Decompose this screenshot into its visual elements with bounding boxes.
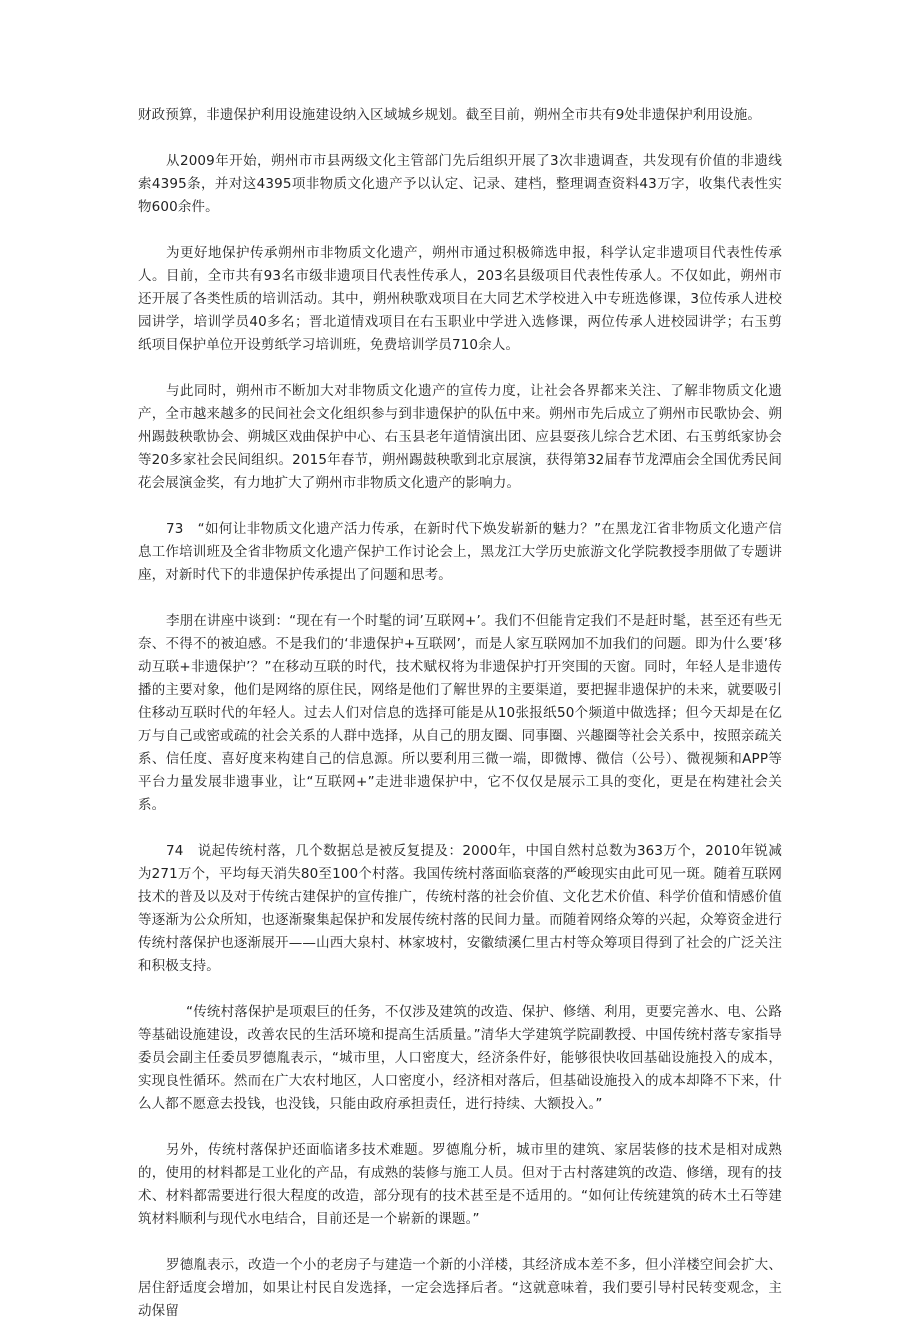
paragraph-publicity: 与此同时，朔州市不断加大对非物质文化遗产的宣传力度，让社会各界都来关注、了解非物质文化遗产，全市越来越多的民间社会文化组织参与到非遗保护的队伍中来。朔州市先后成立了朔州市民歌协会、朔州踢鼓秧歌协会、朔城区戏曲保护中心、右玉县老年道情演出团、应县耍孩儿综合艺术团、右玉剪纸家协会等20多家社会民间组织。2015年春节，朔州踢鼓秧歌到北京展演，获得第32届春节龙潭庙会全国优秀民间花会展演金奖，有力地扩大了朔州市非物质文化遗产的影响力。 (138, 383, 782, 491)
paragraph-cost-comparison: 罗德胤表示，改造一个小的老房子与建造一个新的小洋楼，其经济成本差不多，但小洋楼空间会扩大、居住舒适度会增加，如果让村民自发选择，一定会选择后者。“这就意味着，我们要引导村民转变观念，主动保留 (138, 1257, 782, 1319)
paragraph-74: 74 说起传统村落，几个数据总是被反复提及：2000年，中国自然村总数为363万个，2010年锐减为271万个，平均每天消失80至100个村落。我国传统村落面临衰落的严峻现实由此可见一斑。随着互联网技术的普及以及对于传统古建保护的宣传推广，传统村落的社会价值、文化艺术价值、科学价值和情感价值等逐渐为公众所知，也逐渐聚集起保护和发展传统村落的民间力量。而随着网络众筹的兴起，众筹资金进行传统村落保护也逐渐展开——山西大泉村、林家坡村，安徽绩溪仁里古村等众筹项目得到了社会的广泛关注和积极支持。 (138, 843, 782, 974)
paragraph-village-protection: “传统村落保护是项艰巨的任务，不仅涉及建筑的改造、保护、修缮、利用，更要完善水、电、公路等基础设施建设，改善农民的生活环境和提高生活质量。”清华大学建筑学院副教授、中国传统村落专家指导委员会副主任委员罗德胤表示，“城市里，人口密度大，经济条件好，能够很快收回基础设施投入的成本，实现良性循环。然而在广大农村地区，人口密度小，经济相对落后，但基础设施投入的成本却降不下来，什么人都不愿意去投钱，也没钱，只能由政府承担责任，进行持续、大额投入。” (138, 1004, 782, 1112)
paragraph-internet-plus: 李朋在讲座中谈到：“现在有一个时髦的词’互联网+’。我们不但能肯定我们不是赶时髦，甚至还有些无奈、不得不的被迫感。不是我们的‘非遗保护+互联网’，而是人家互联网加不加我们的问题。即为什么要’移动互联+非遗保护’？”在移动互联的时代，技术赋权将为非遗保护打开突围的天窗。同时，年轻人是非遗传播的主要对象，他们是网络的原住民，网络是他们了解世界的主要渠道，要把握非遗保护的未来，就要吸引住移动互联时代的年轻人。过去人们对信息的选择可能是从10张报纸50个频道中做选择；但今天却是在亿万与自己或密或疏的社会关系的人群中选择，从自己的朋友圈、同事圈、兴趣圈等社会关系中，按照亲疏关系、信任度、喜好度来构建自己的信息源。所以要利用三微一端，即微博、微信（公号）、微视频和APP等平台力量发展非遗事业，让“互联网+”走进非遗保护中，它不仅仅是展示工具的变化，更是在构建社会关系。 (138, 613, 782, 813)
paragraph-facilities: 财政预算，非遗保护利用设施建设纳入区域城乡规划。截至目前，朔州全市共有9处非遗保护利用设施。 (138, 107, 761, 123)
paragraph-survey: 从2009年开始，朔州市市县两级文化主管部门先后组织开展了3次非遗调查，共发现有价值的非遗线索4395条，并对这4395项非物质文化遗产予以认定、记录、建档，整理调查资料43万字，收集代表性实物600余件。 (138, 153, 782, 215)
paragraph-technical-problems: 另外，传统村落保护还面临诸多技术难题。罗德胤分析，城市里的建筑、家居装修的技术是相对成熟的，使用的材料都是工业化的产品，有成熟的装修与施工人员。但对于古村落建筑的改造、修缮，现有的技术、材料都需要进行很大程度的改造，部分现有的技术甚至是不适用的。“如何让传统建筑的砖木土石等建筑材料顺利与现代水电结合，目前还是一个崭新的课题。” (138, 1142, 782, 1227)
paragraph-73: 73 “如何让非物质文化遗产活力传承，在新时代下焕发崭新的魅力？”在黑龙江省非物质文化遗产信息工作培训班及全省非物质文化遗产保护工作讨论会上，黑龙江大学历史旅游文化学院教授李朋做了专题讲座，对新时代下的非遗保护传承提出了问题和思考。 (138, 521, 782, 583)
paragraph-inheritors: 为更好地保护传承朔州市非物质文化遗产，朔州市通过积极筛选申报，科学认定非遗项目代表性传承人。目前，全市共有93名市级非遗项目代表性传承人，203名县级项目代表性传承人。不仅如此，朔州市还开展了各类性质的培训活动。其中，朔州秧歌戏项目在大同艺术学校进入中专班选修课，3位传承人进校园讲学，培训学员40多名；晋北道情戏项目在右玉职业中学进入选修课，两位传承人进校园讲学；右玉剪纸项目保护单位开设剪纸学习培训班，免费培训学员710余人。 (138, 245, 782, 353)
